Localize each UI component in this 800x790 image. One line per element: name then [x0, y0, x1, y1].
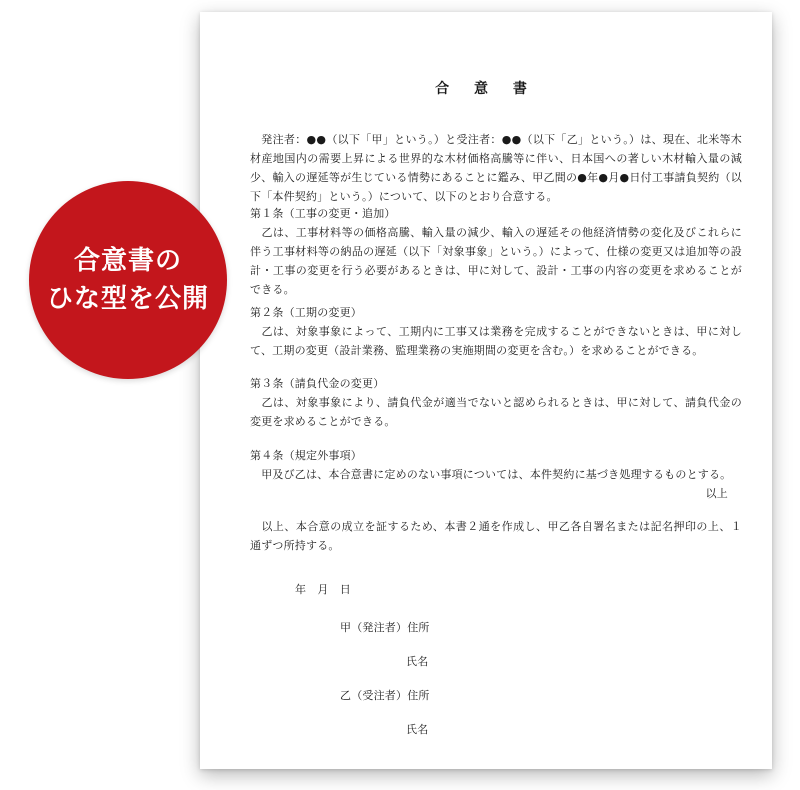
article-2-heading: 第２条（工期の変更） — [250, 306, 362, 319]
article-3-heading: 第３条（請負代金の変更） — [250, 377, 385, 390]
badge-line-2: ひな型を公開 — [46, 284, 209, 314]
article-1-body: 乙は、工事材料等の価格高騰、輸入量の減少、輸入の遅延その他経済情勢の変化及びこれらに伴う工事材料等の納品の遅延（以下「対象事象」という。）によって、仕様の変更又は追加等の設計・工事の変更を行う必要があるときは、甲に対して、設計・工事の内容の変更を求めることができる。 — [250, 226, 742, 296]
template-published-badge — [29, 181, 227, 379]
date-line: 年 月 日 — [295, 583, 351, 596]
end-mark: 以上 — [705, 487, 728, 500]
party-b-address-label: 乙（受注者）住所 — [340, 689, 430, 702]
article-1-heading: 第１条（工事の変更・追加） — [250, 207, 396, 220]
intro-paragraph: 発注者：●●（以下「甲」という。）と受注者：●●（以下「乙」という。）は、現在、北米等木材産地国内の需要上昇による世界的な木材価格高騰等に伴い、日本国への著しい木材輸入量の減少、輸入の遅延等が生じている情勢にあることに鑑み、甲乙間の●年●月●日付工事請負契約（以下「本件契約」という。）について、以下のとおり合意する。 — [250, 133, 742, 203]
party-a-name-label: 氏名 — [406, 655, 429, 668]
party-b-name-label: 氏名 — [406, 723, 429, 736]
document-title: 合 意 書 — [435, 81, 537, 97]
article-3-body: 乙は、対象事象により、請負代金が適当でないと認められるときは、甲に対して、請負代金の変更を求めることができる。 — [250, 396, 742, 428]
article-2-body: 乙は、対象事象によって、工期内に工事又は業務を完成することができないときは、甲に対して、工期の変更（設計業務、監理業務の実施期間の変更を含む。）を求めることができる。 — [250, 325, 742, 357]
badge-line-1: 合意書の — [73, 246, 182, 276]
article-4-body: 甲及び乙は、本合意書に定めのない事項については、本件契約に基づき処理するものとする。 — [250, 468, 732, 481]
party-a-address-label: 甲（発注者）住所 — [340, 621, 430, 634]
agreement-document — [200, 12, 772, 769]
closing-paragraph: 以上、本合意の成立を証するため、本書２通を作成し、甲乙各自署名または記名押印の上、１通ずつ所持する。 — [250, 520, 742, 552]
article-4-heading: 第４条（規定外事項） — [250, 449, 362, 462]
